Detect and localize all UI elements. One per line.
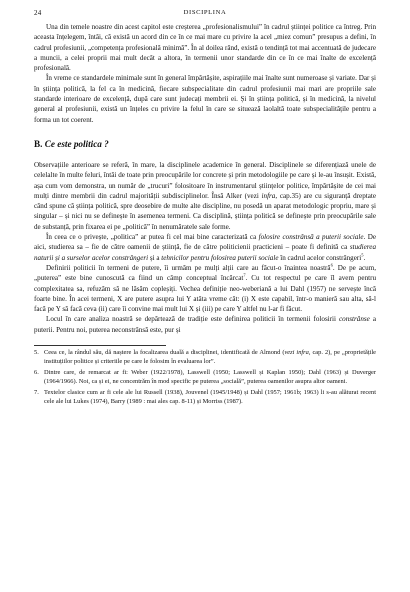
footnote [34, 368, 376, 386]
text-run: . De aici, studierea sa – fie de către oamenii de știință, fie de către politicienii practicieni – poate fi definită ca [34, 233, 376, 252]
body-text [34, 22, 376, 335]
text-run: În ceea ce o privește, „politica” ar putea fi cel mai bine caracterizată ca [46, 233, 259, 242]
text-run: în cadrul acelor constrângeri [278, 253, 362, 262]
text-run: Observațiile anterioare se referă, în mare, la disciplinele academice în general. Disciplinele se diferențiază unele de celelalte în multe feluri, întâi de toate prin preocupările lor concrete și prin metodologiile pe care și le-au însușit. Există, așa cum vom demonstra, un număr de „trucuri” folositoare în instrumentarul științelor politice, împărtășite de cei mai mulți dintre membrii din cadrul majorității subdisciplinelor. Însă Alker (vezi [34, 160, 376, 200]
section-heading [34, 139, 376, 149]
paragraph [34, 232, 376, 263]
page-header [34, 8, 376, 22]
text-run: Textelor clasice cum ar fi cele ale lui Russell (1938), Jouvenel (1945/1948) și Dahl (1957; 1961b; 1963) li s-au alăturat recent cele ale lui Lukes (1974), Barry (1989 : mai ales cap. 8-11) și Morriss (1987). [44, 389, 376, 406]
footnotes [34, 348, 376, 407]
text-run: Ceea ce, la rândul său, dă naștere la focalizarea duală a disciplinei, identificată de Almond ( [44, 349, 285, 357]
footnote [34, 388, 376, 406]
italic-run: studierea naturii și a surselor acelor constrângeri [34, 243, 376, 262]
footnote-number: 6. [34, 369, 39, 377]
footnote-divider [34, 345, 166, 346]
section-title: Ce este politica ? [44, 138, 109, 149]
paragraph: Una din temele noastre din acest capitol este creșterea „profesionalismului” în cadrul științei politice ca întreg. Prin aceasta înțelegem, întâi, că există un acord din ce în ce mai mare cu privire la acel „miez comun” presupus a defini, în cadrul profesiunii, „competența profesională minimă”. În al doilea rând, există o tendință tot mai accentuată de judecare a muncii, a celei proprii mai mult decât a altora, în termenii unor standarde din ce în ce mai înalte de excelență profesională. [34, 23, 376, 73]
italic-run: constrânse [339, 315, 370, 324]
footnote-marker: 7 [243, 272, 246, 278]
italic-run: tehnicilor pentru folosirea puterii sociale [161, 253, 279, 262]
footnote-marker: 6 [330, 262, 333, 268]
text-run: Definirii politicii în termeni de putere, îi urmăm pe mulți alții care au făcut-o înaintea noastră [46, 263, 331, 272]
italic-run: vezi infra [284, 349, 309, 357]
paragraph [34, 160, 376, 232]
paragraph: În vreme ce standardele minimale sunt în general împărtășite, aspirațiile mai înalte sunt numeroase și variate. Dar și în știința politică, la fel ca în medicină, fiecare subspecialitate din cadrul profesiunii mai mari are propriile sale standarde interioare de excelență, după care sunt judecați membrii ei. Și în știința politică, și în medicină, la nivelul general al profesiunii, există un înțeles cu privire la felul în care se situează laolaltă toate subspecialitățile pentru a forma un tot coerent. [34, 74, 376, 124]
text-run: , cap.35) are cu siguranță dreptate când spune că știința politică, spre deosebire de multe alte discipline, nu posedă un aparat metodologic propriu, mare și singular – și nici nu se definește în asemenea termeni. Ca disciplină, știința politică se definește prin preocupările sale de substanță, prin fixarea ei pe „politică” în nenumăratele sale forme. [34, 191, 376, 231]
footnote [34, 348, 376, 366]
text-run: Dintre care, de remarcat ar fi: Weber (1922/1978), Lasswell (1950; Lasswell și Kaplan 1950); Dahl (1963) și Duverger (1964/1966). Noi, ca și ei, ne concentrăm în mod specific pe puterea „socială”, puterea oamenilor asupra altor oameni. [44, 369, 376, 386]
running-title: DISCIPLINA [183, 9, 227, 16]
text-run: Locul în care analiza noastră se depărtează de tradiție este definirea politicii în termenii folosirii [46, 315, 340, 324]
paragraph [34, 263, 376, 314]
italic-run: folosire constrânsă a puterii sociale [258, 233, 364, 242]
italic-run: infra [261, 191, 276, 200]
text-run: a puterii. Pentru noi, puterea neconstrânsă este, pur și [34, 315, 376, 334]
text-run: , cap. 2), pe „proprietățile instituțiilor politice și criteriile pe care le folosim în evaluarea lor”. [44, 349, 376, 366]
footnote-number: 5. [34, 349, 39, 357]
book-page [34, 8, 376, 407]
text-run: . [363, 253, 366, 262]
text-run: . Cu tot respectul pe care îl avem pentru complexitatea sa, refuzăm să ne lăsăm copleșiți. Vechea definiție neo-weberiană a lui Dahl (1957) ne servește încă foarte bine. În acei termeni, X are putere asupra lui Y atâta vreme cât: (i) X este capabil, într-o manieră sau alta, să-l facă pe Y să facă ceva (ii) care îi convine mai mult lui X și (iii) pe care Y altfel nu l-ar fi făcut. [34, 274, 376, 314]
page-number: 24 [34, 9, 42, 17]
text-run: și a [148, 253, 162, 262]
paragraph [34, 314, 376, 335]
section-label: B. [34, 138, 43, 149]
text-run: . De pe acum, „puterea” este bine cunoscută ca fiind un câmp conceptual încărcat [34, 263, 376, 283]
footnote-marker: 5 [361, 252, 364, 258]
footnote-number: 7. [34, 389, 39, 397]
